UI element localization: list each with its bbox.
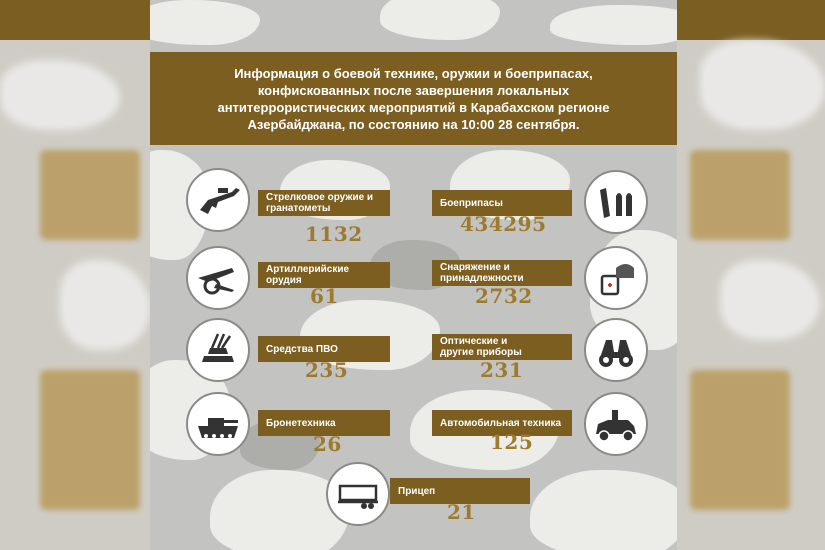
label-ammunition: Боеприпасы [432, 190, 572, 216]
value-air-defense: 235 [305, 358, 349, 382]
title-line-3: антитеррористических мероприятий в Карабахском регионе [217, 99, 610, 115]
value-trailer: 21 [447, 500, 476, 524]
binoculars-icon [584, 318, 648, 382]
rifle-icon [186, 168, 250, 232]
label-small-arms: Стрелковое оружие и гранатометы [258, 190, 390, 216]
title-line-2: конфискованных после завершения локальных [257, 82, 570, 98]
label-armored: Бронетехника [258, 410, 390, 436]
value-equipment: 2732 [475, 284, 533, 308]
label-vehicles: Автомобильная техника [432, 410, 572, 436]
value-artillery: 61 [310, 284, 339, 308]
tank-icon [186, 392, 250, 456]
air-defense-icon [186, 318, 250, 382]
ammunition-icon [584, 170, 648, 234]
gear-kit-icon [584, 246, 648, 310]
label-optics: Оптические и другие приборы [432, 334, 572, 360]
value-optics: 231 [480, 358, 524, 382]
title-line-4: Азербайджана, по состоянию на 10:00 28 сентября. [247, 116, 580, 132]
value-vehicles: 125 [490, 430, 534, 454]
value-small-arms: 1132 [305, 222, 363, 246]
infographic-title [150, 52, 677, 145]
label-trailer: Прицеп [390, 478, 530, 504]
infographic-panel [150, 0, 677, 550]
label-equipment: Снаряжение и принадлежности [432, 260, 572, 286]
value-armored: 26 [313, 432, 342, 456]
value-ammunition: 434295 [460, 212, 547, 236]
title-line-1: Информация о боевой технике, оружии и боеприпасах, [234, 65, 593, 81]
artillery-icon [186, 246, 250, 310]
military-vehicle-icon [584, 392, 648, 456]
label-air-defense: Средства ПВО [258, 336, 390, 362]
trailer-icon [326, 462, 390, 526]
label-artillery: Артиллерийские орудия [258, 262, 390, 288]
